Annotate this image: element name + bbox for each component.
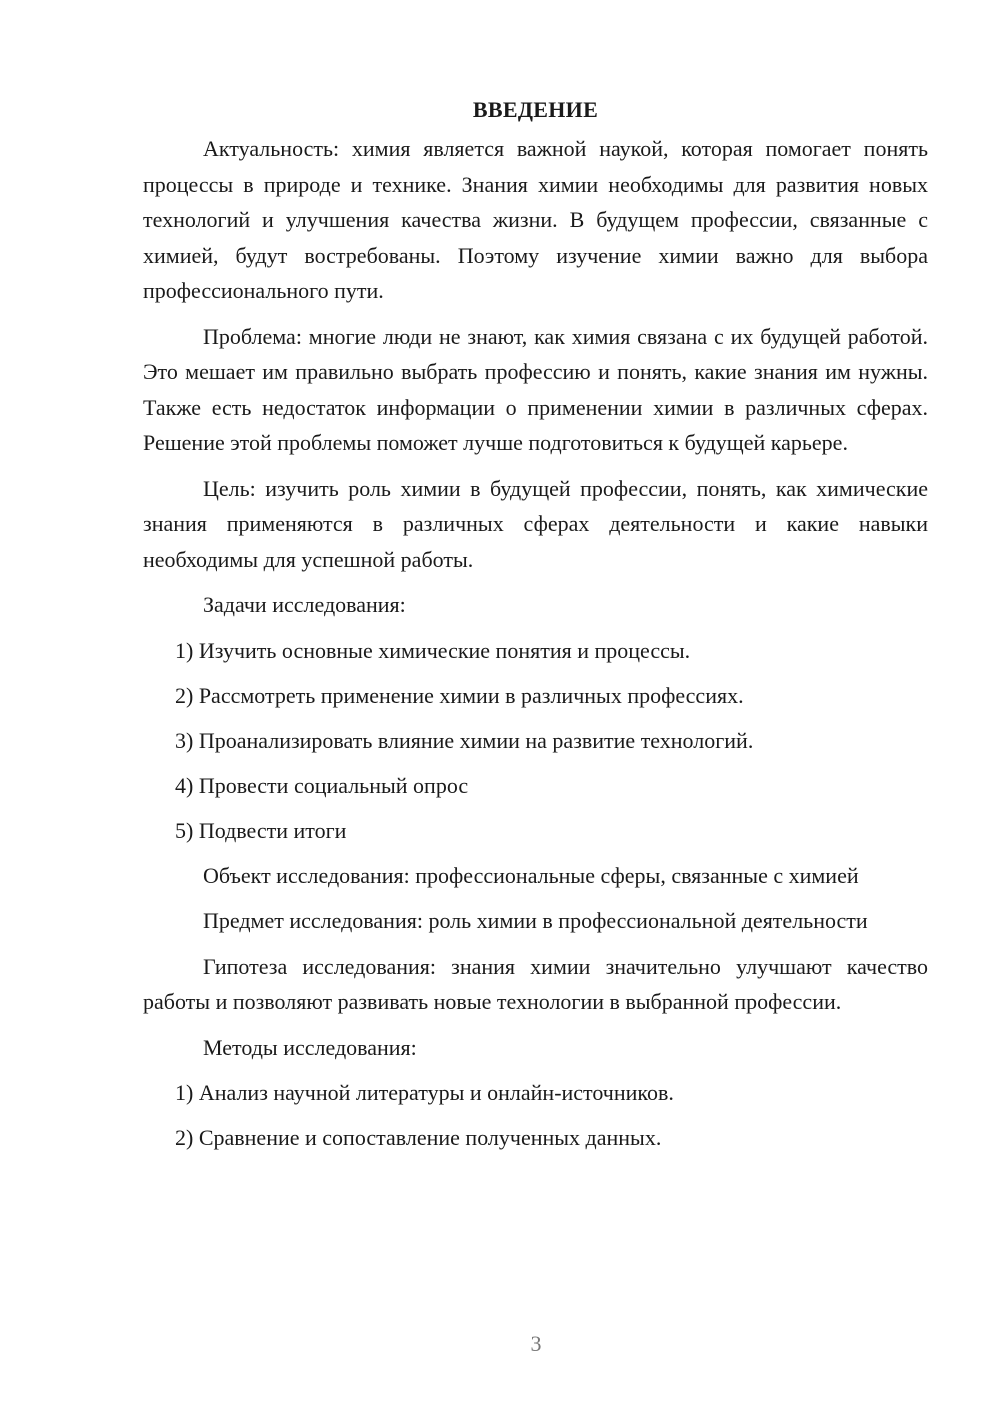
task-item: 2) Рассмотреть применение химии в различных профессиях. [175,682,744,708]
page-number: 3 [530,1331,542,1356]
section-title: ВВЕДЕНИЕ [472,97,599,122]
goal-paragraph: Цель: изучить роль химии в будущей профессии, понять, как химические знания применяются в различных сферах деятельности и какие навыки необходимы для успешной работы. [143,475,928,572]
task-item: 1) Изучить основные химические понятия и процессы. [175,637,691,663]
problem-paragraph: Проблема: многие люди не знают, как химия связана с их будущей работой. Это мешает им правильно выбрать профессию и понять, какие знания им нужны. Также есть недостаток информации о применении химии в различных сферах. Решение этой проблемы поможет лучше подготовиться к будущей карьере. [143,323,928,455]
method-item: 2) Сравнение и сопоставление полученных данных. [175,1125,662,1150]
subject-paragraph: Предмет исследования: роль химии в профессиональной деятельности [203,908,868,933]
tasks-heading: Задачи исследования: [203,592,406,617]
methods-heading: Методы исследования: [203,1034,417,1060]
object-paragraph: Объект исследования: профессиональные сферы, связанные с химией [203,862,859,888]
method-item: 1) Анализ научной литературы и онлайн-источников. [175,1080,674,1105]
hypothesis-paragraph: Гипотеза исследования: знания химии значительно улучшают качество работы и позволяют развивать новые технологии в выбранной профессии. [143,953,928,1014]
task-item: 3) Проанализировать влияние химии на развитие технологий. [175,727,754,753]
document-page [143,92,928,1165]
task-item: 4) Провести социальный опрос [175,772,469,798]
relevance-paragraph: Актуальность: химия является важной наукой, которая помогает понять процессы в природе и технике. Знания химии необходимы для развития новых технологий и улучшения качества жизни. В будущем профессии, связанные с химией, будут востребованы. Поэтому изучение химии важно для выбора профессионального пути. [143,136,928,303]
task-item: 5) Подвести итоги [175,817,347,843]
